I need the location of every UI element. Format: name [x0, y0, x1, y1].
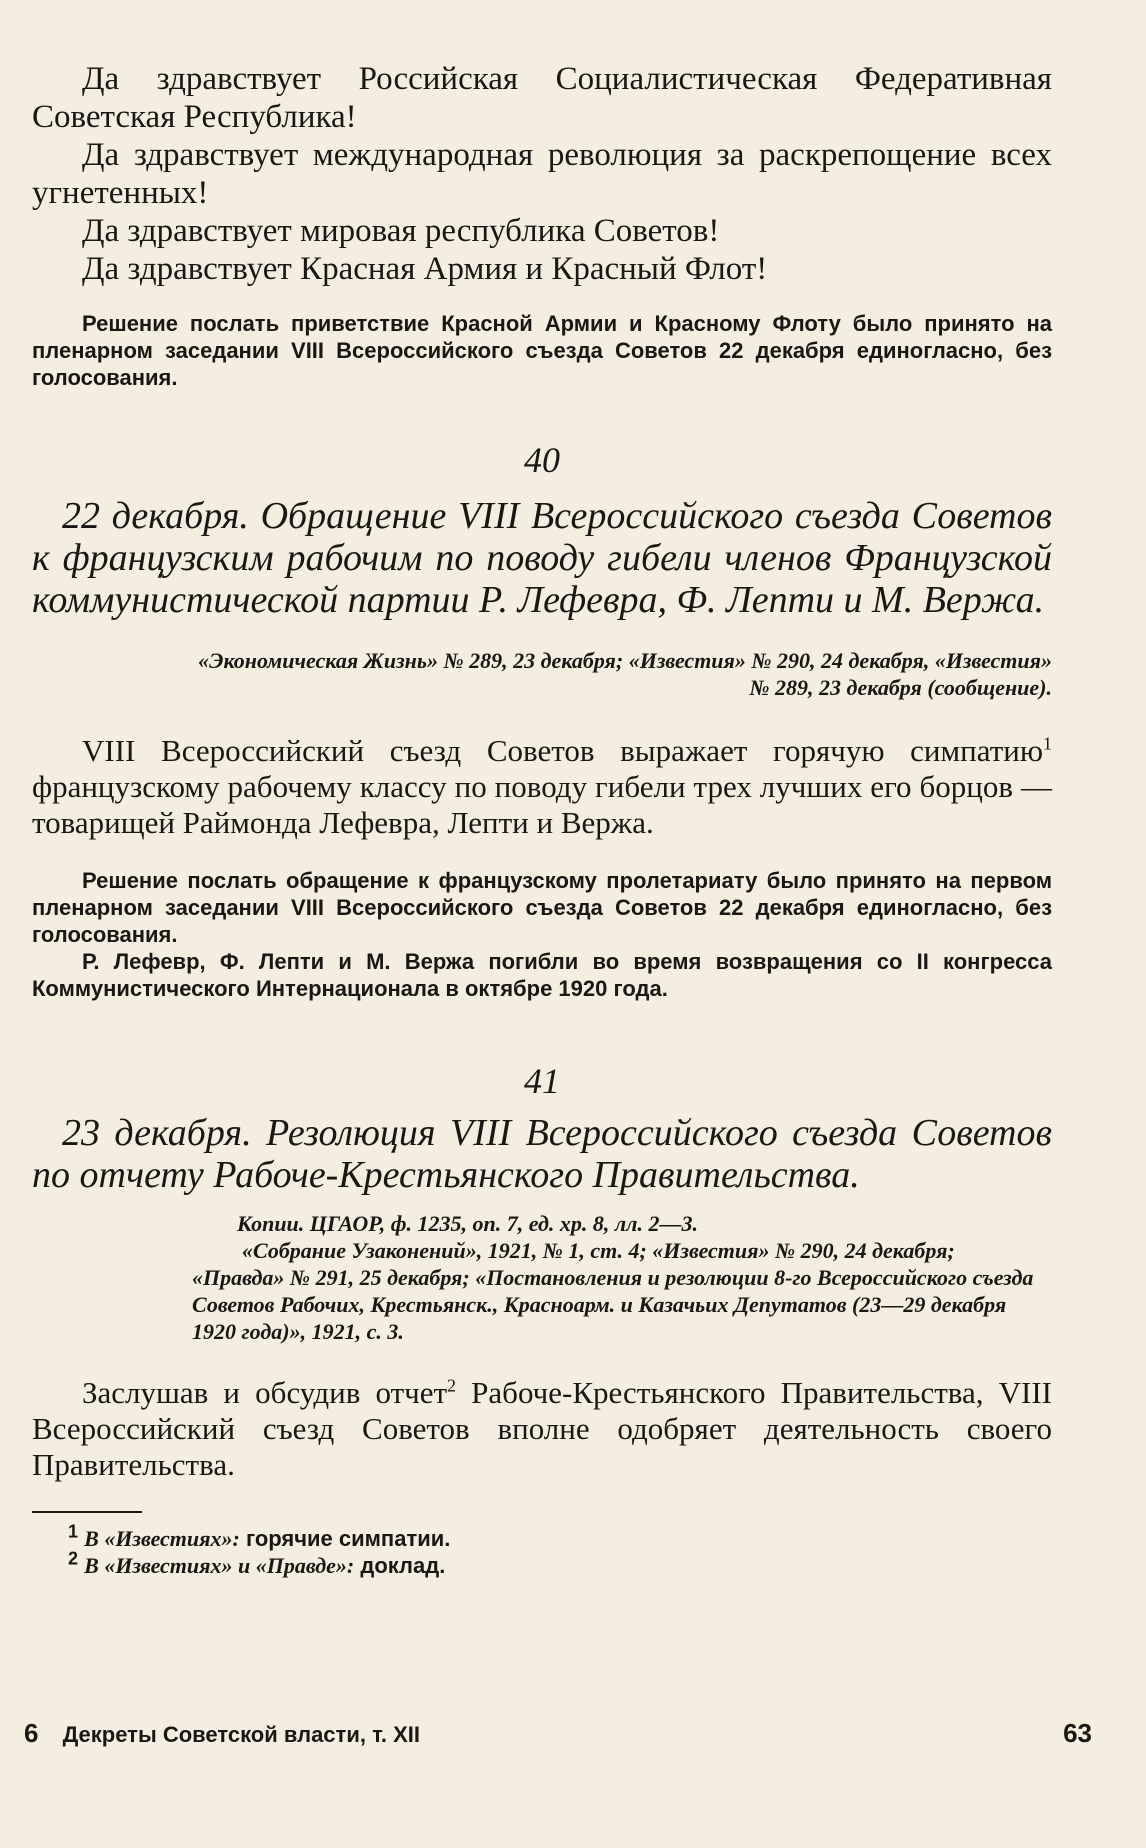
- footnote-mark: 1: [68, 1521, 79, 1542]
- page-footer: [24, 1718, 1092, 1749]
- footnote-source: В «Известиях»:: [84, 1526, 240, 1551]
- body-text-end: французскому рабочему классу по поводу гибели трех лучших его борцов — товарищей Раймонда Лефевра, Лепти и Вержа.: [32, 769, 1052, 840]
- body-text-end: Рабоче-Крестьянского Правительства, VIII Всероссийский съезд Советов вполне одобряет деятельность своего Правительства.: [32, 1375, 1052, 1482]
- page-content: [32, 60, 1052, 1579]
- document-number: 41: [524, 1061, 560, 1101]
- footnote-source: В «Известиях» и «Правде»:: [84, 1553, 355, 1578]
- slogan: Да здравствует мировая республика Советов!: [82, 213, 720, 249]
- decision-note: Решение послать приветствие Красной Армии и Красному Флоту было принято на пленарном заседании VIII Всероссийского съезда Советов 22 декабря единогласно, без голосования.: [32, 311, 1052, 390]
- document-heading: 22 декабря. Обращение VIII Всероссийского съезда Советов к французским рабочим по поводу гибели членов Французской коммунистической партии Р. Лефевра, Ф. Лепти и М. Вержа.: [32, 495, 1052, 621]
- document-body: [32, 733, 1052, 841]
- slogan: Да здравствует международная революция за раскрепощение всех угнетенных!: [32, 137, 1052, 211]
- decision-note: Решение послать обращение к французскому пролетариату было принято на первом пленарном заседании VIII Всероссийского съезда Советов 22 декабря единогласно, без голосования.: [32, 868, 1052, 947]
- signature-mark: 6: [24, 1718, 39, 1748]
- document-number: 40: [524, 440, 560, 480]
- body-text-start: Заслушав и обсудив отчет: [82, 1375, 448, 1410]
- document-body: [32, 1375, 1052, 1483]
- page-number: 63: [1063, 1718, 1092, 1748]
- slogans-block: [32, 60, 1052, 288]
- slogan: Да здравствует Красная Армия и Красный Флот!: [82, 251, 768, 287]
- footer-left: [24, 1718, 420, 1749]
- body-text-start: VIII Всероссийский съезд Советов выражает горячую симпатию: [82, 733, 1043, 768]
- document-heading: 23 декабря. Резолюция VIII Всероссийского съезда Советов по отчету Рабоче-Крестьянского Правительства.: [32, 1112, 1052, 1196]
- footnote-ref: 2: [447, 1375, 457, 1396]
- editorial-note: Р. Лефевр, Ф. Лепти и М. Вержа погибли во время возвращения со II конгресса Коммунистического Интернационала в октябре 1920 года.: [32, 949, 1052, 1001]
- footnote: [32, 1548, 1052, 1579]
- footnote: [32, 1521, 1052, 1552]
- slogan: Да здравствует Российская Социалистическая Федеративная Советская Республика!: [32, 61, 1052, 135]
- footnote-ref: 1: [1043, 733, 1052, 754]
- document-sources: «Экономическая Жизнь» № 289, 23 декабря; «Известия» № 290, 24 декабря, «Известия» № 289, 23 декабря (сообщение).: [198, 648, 1052, 700]
- footnote-mark: 2: [68, 1548, 79, 1569]
- book-title: Декреты Советской власти, т. XII: [62, 1722, 421, 1747]
- footnote-divider: [32, 1511, 142, 1513]
- footnote-text: доклад.: [354, 1553, 446, 1578]
- footnote-text: горячие симпатии.: [239, 1526, 451, 1551]
- print-sources: «Собрание Узаконений», 1921, № 1, ст. 4; «Известия» № 290, 24 декабря; «Правда» № 291, 25 декабря; «Постановления и резолюции 8-го Всероссийского съезда Советов Рабочих, Крестьянск., Красноарм. и Казачьих Депутатов (23—29 декабря 1920 года)», 1921, с. 3.: [192, 1238, 1034, 1344]
- archive-source: Копии. ЦГАОР, ф. 1235, оп. 7, ед. хр. 8, лл. 2—3.: [237, 1211, 698, 1236]
